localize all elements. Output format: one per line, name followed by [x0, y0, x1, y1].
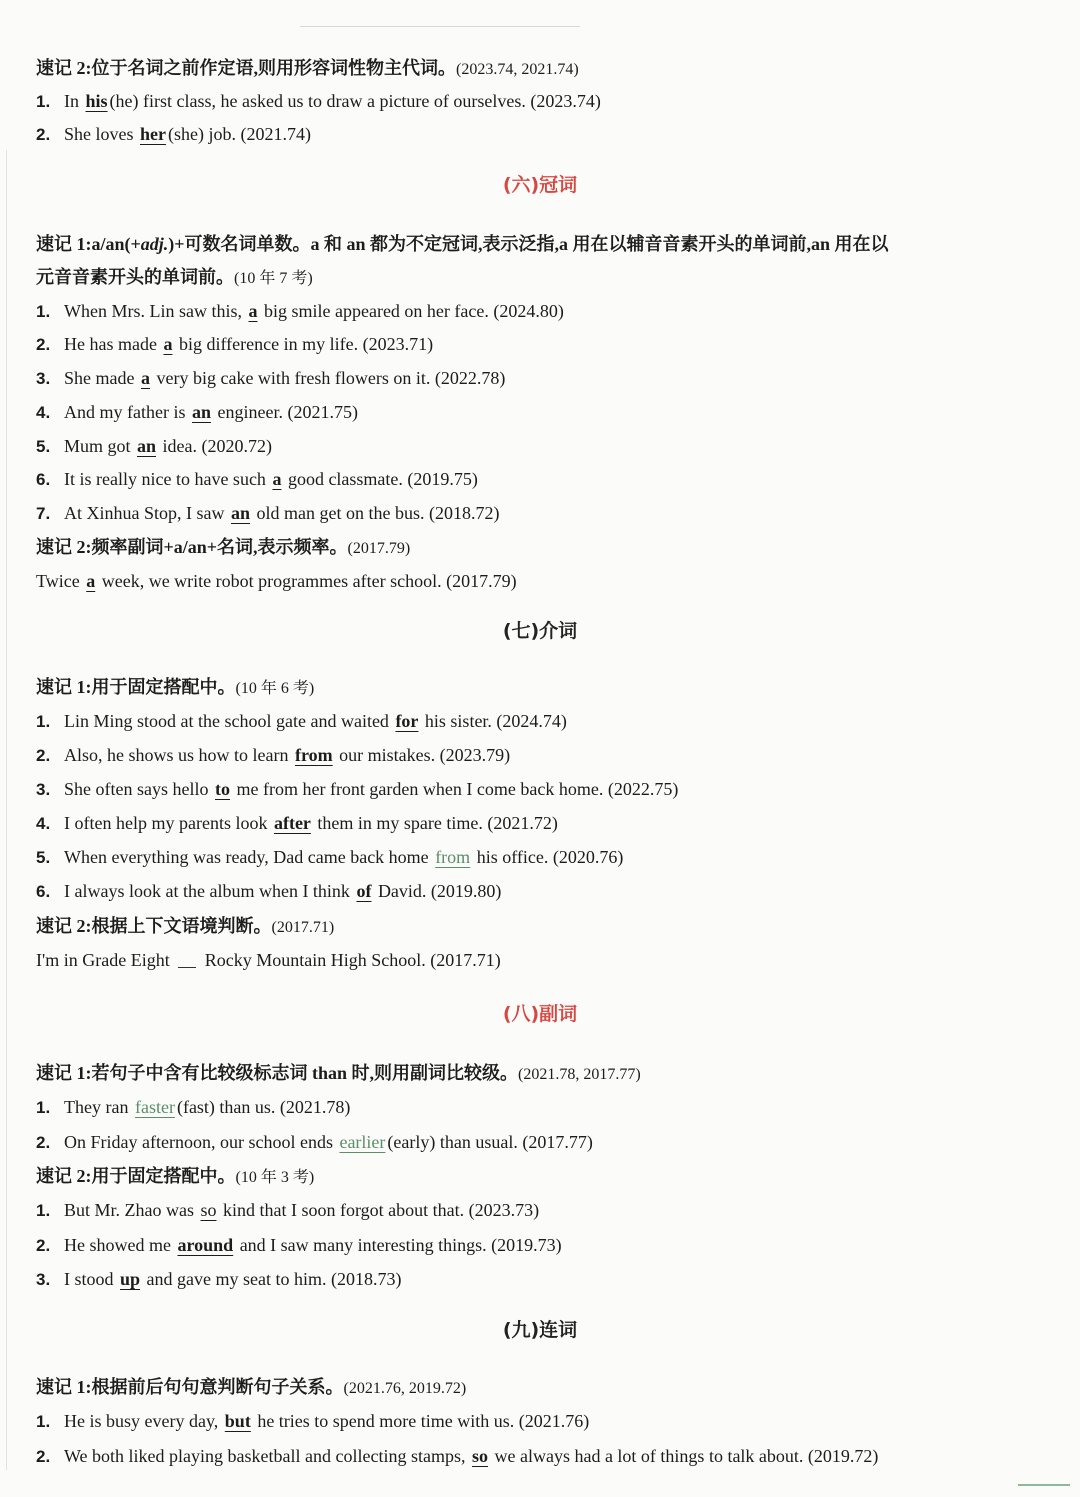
- section-heading-prepositions: (七)介词: [502, 620, 578, 642]
- example-sentence: 2. He has made a big difference in my life. (2023.71): [36, 334, 434, 354]
- answer: so: [471, 1446, 488, 1466]
- example-sentence: 2. Also, he shows us how to learn from our mistakes. (2023.79): [36, 745, 511, 765]
- answer: an: [137, 436, 157, 456]
- top-rule: [300, 26, 580, 27]
- answer: her: [140, 124, 166, 144]
- answer: from: [435, 847, 471, 867]
- example-sentence: 2. We both liked playing basketball and collecting stamps, so we always had a lot of things to talk about. (2019.72): [36, 1446, 879, 1466]
- answer: a: [248, 301, 258, 321]
- rule-preposition-1: 速记 1:用于固定搭配中。(10 年 6 考): [36, 677, 315, 697]
- answer: around: [177, 1235, 234, 1255]
- example-sentence: 6. It is really nice to have such a good classmate. (2019.75): [36, 469, 478, 489]
- answer: a: [86, 571, 96, 591]
- answer: faster: [134, 1097, 175, 1117]
- example-sentence: 2. He showed me around and I saw many interesting things. (2019.73): [36, 1235, 562, 1255]
- rule-conjunction-1: 速记 1:根据前后句句意判断句子关系。(2021.76, 2019.72): [36, 1377, 467, 1397]
- answer: so: [200, 1200, 217, 1220]
- example-sentence: 2. She loves her (she) job. (2021.74): [36, 124, 311, 144]
- example-sentence: 5. When everything was ready, Dad came back home from his office. (2020.76): [36, 847, 624, 867]
- answer: up: [120, 1269, 141, 1289]
- answer: for: [395, 711, 419, 731]
- example-sentence: 3. She often says hello to me from her front garden when I come back home. (2022.75): [36, 779, 679, 799]
- answer: earlier: [339, 1132, 386, 1152]
- example-sentence: 1. In his (he) first class, he asked us to draw a picture of ourselves. (2023.74): [36, 91, 601, 111]
- margin-line: [6, 150, 7, 1470]
- answer: from: [294, 745, 333, 765]
- section-heading-conjunctions: (九)连词: [502, 1319, 578, 1341]
- example-sentence: 1. He is busy every day, but he tries to spend more time with us. (2021.76): [36, 1411, 590, 1431]
- example-sentence: 1. When Mrs. Lin saw this, a big smile appeared on her face. (2024.80): [36, 301, 564, 321]
- answer-blank: [178, 949, 196, 968]
- answer: a: [272, 469, 282, 489]
- example-sentence: 3. She made a very big cake with fresh flowers on it. (2022.78): [36, 368, 506, 388]
- example-sentence: 3. I stood up and gave my seat to him. (2018.73): [36, 1269, 402, 1289]
- example-sentence: 5. Mum got an idea. (2020.72): [36, 436, 272, 456]
- answer: a: [140, 368, 150, 388]
- example-sentence: 1. But Mr. Zhao was so kind that I soon forgot about that. (2023.73): [36, 1200, 540, 1220]
- example-sentence: 4. I often help my parents look after them in my spare time. (2021.72): [36, 813, 558, 833]
- answer: an: [231, 503, 251, 523]
- example-sentence: 4. And my father is an engineer. (2021.75): [36, 402, 358, 422]
- rule-preposition-2: 速记 2:根据上下文语境判断。(2017.71): [36, 916, 335, 936]
- example-sentence: 1. They ran faster (fast) than us. (2021.78): [36, 1097, 351, 1117]
- rule-article-2: 速记 2:频率副词+a/an+名词,表示频率。(2017.79): [36, 537, 411, 557]
- rule-article-1: 速记 1:a/an(+adj.)+可数名词单数。a 和 an 都为不定冠词,表示泛指,a 用在以辅音音素开头的单词前,an 用在以: [36, 234, 889, 254]
- answer: a: [163, 334, 173, 354]
- example-sentence: Twice a week, we write robot programmes after school. (2017.79): [36, 571, 517, 591]
- example-sentence: 6. I always look at the album when I think of David. (2019.80): [36, 881, 502, 901]
- example-sentence: 2. On Friday afternoon, our school ends earlier (early) than usual. (2017.77): [36, 1132, 593, 1152]
- rule-article-1-cont: 元音音素开头的单词前。(10 年 7 考): [36, 267, 313, 287]
- example-sentence: 1. Lin Ming stood at the school gate and waited for his sister. (2024.74): [36, 711, 567, 731]
- corner-mark: [1018, 1484, 1070, 1486]
- example-sentence: I'm in Grade Eight Rocky Mountain High School. (2017.71): [36, 950, 501, 970]
- answer: to: [214, 779, 230, 799]
- answer: his: [85, 91, 108, 111]
- answer: but: [224, 1411, 251, 1431]
- answer: after: [273, 813, 311, 833]
- section-heading-adverbs: (八)副词: [502, 1003, 578, 1025]
- rule-pronoun-2: 速记 2:位于名词之前作定语,则用形容词性物主代词。(2023.74, 2021.74): [36, 58, 579, 78]
- section-heading-articles: (六)冠词: [502, 174, 578, 196]
- rule-adverb-2: 速记 2:用于固定搭配中。(10 年 3 考): [36, 1166, 315, 1186]
- example-sentence: 7. At Xinhua Stop, I saw an old man get on the bus. (2018.72): [36, 503, 500, 523]
- answer: of: [356, 881, 372, 901]
- answer: an: [191, 402, 211, 422]
- rule-adverb-1: 速记 1:若句子中含有比较级标志词 than 时,则用副词比较级。(2021.78, 2017.77): [36, 1063, 641, 1083]
